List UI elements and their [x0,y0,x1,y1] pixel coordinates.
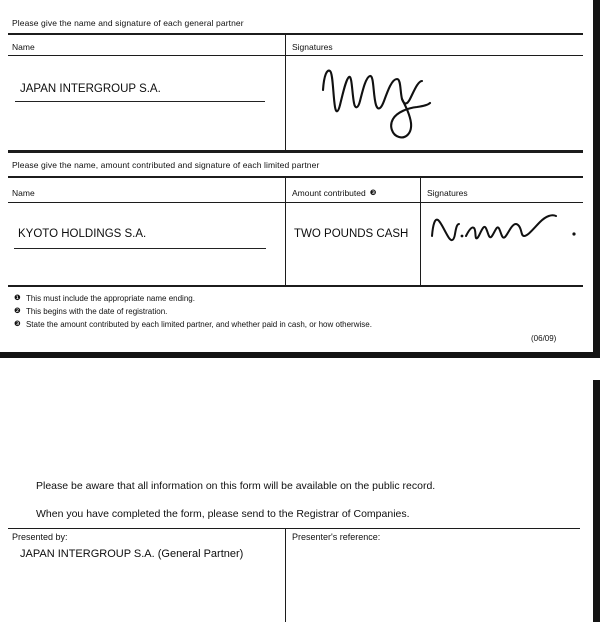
general-partner-name-rule [15,101,265,102]
column-header-amount-text: Amount contributed [292,188,366,198]
column-header-signatures-general: Signatures [292,42,333,52]
presented-by-label: Presented by: [12,532,68,542]
limited-partner-amount-value: TWO POUNDS CASH [294,228,409,240]
footnote-2-marker-icon: ❷ [14,306,21,315]
form-revision-code: (06/09) [531,334,557,343]
footnote-1-text: This must include the appropriate name ending. [25,294,195,303]
footnote-3-marker-icon: ❸ [14,319,21,328]
public-record-notice: Please be aware that all information on this form will be available on the public record. [36,480,436,492]
divider-presented-vertical [285,528,286,622]
divider-presented-top [8,528,580,529]
presenters-reference-label: Presenter's reference: [292,532,381,542]
divider-general-headers [8,55,583,56]
send-to-registrar-notice: When you have completed the form, please send to the Registrar of Companies. [36,508,410,520]
column-header-signatures-limited: Signatures [427,188,468,198]
divider-general-bottom [8,150,583,153]
limited-partner-name-rule [14,248,266,249]
amount-footnote-marker-icon: ❸ [369,188,377,197]
limited-partner-signature [428,202,583,262]
column-header-amount-contributed [292,188,376,198]
presented-by-value: JAPAN INTERGROUP S.A. (General Partner) [20,548,244,560]
divider-limited-vertical-1 [285,176,286,286]
page-gap [0,358,616,380]
divider-general-vertical [285,33,286,151]
scanned-form-page-2 [0,380,600,622]
divider-general-top [8,33,583,35]
divider-limited-headers [8,202,583,203]
footnote-1 [14,293,195,303]
divider-limited-top [8,176,583,178]
general-partner-signature [318,55,448,150]
general-partner-instruction: Please give the name and signature of each general partner [12,18,244,28]
column-header-name-limited: Name [12,188,35,198]
general-partner-name-value: JAPAN INTERGROUP S.A. [20,83,161,95]
column-header-name-general: Name [12,42,35,52]
limited-partner-instruction: Please give the name, amount contributed and signature of each limited partner [12,160,320,170]
divider-limited-bottom [8,285,583,287]
footnote-2-text: This begins with the date of registration. [25,307,168,316]
footnote-2 [14,306,167,316]
limited-partner-name-value: KYOTO HOLDINGS S.A. [18,228,147,240]
footnote-1-marker-icon: ❶ [14,293,21,302]
footnote-3 [14,319,372,329]
divider-limited-vertical-2 [420,176,421,286]
page-2-content [0,380,586,622]
footnote-3-text: State the amount contributed by each limited partner, and whether paid in cash, or how otherwise. [25,320,372,329]
